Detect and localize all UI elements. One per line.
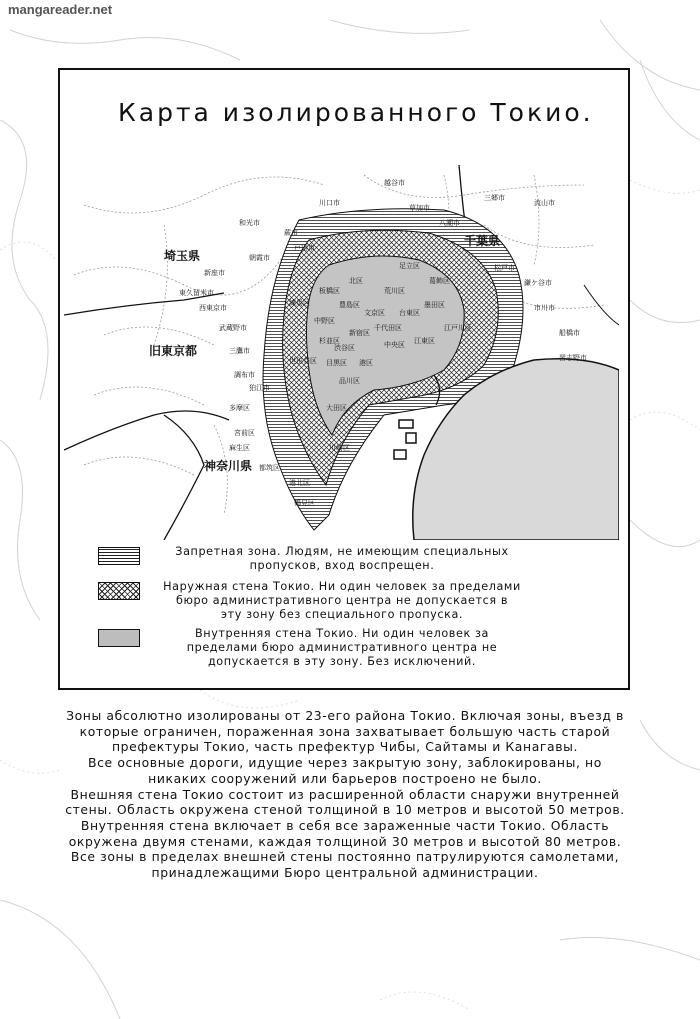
ward-label: 墨田区	[424, 301, 445, 309]
ward-label: 足立区	[399, 262, 420, 270]
description-paragraph: Все зоны в пределах внешней стены постоянно патрулируются самолетами, принадлежащими Бюро центральной администрации.	[70, 849, 620, 881]
ward-label: 北区	[349, 277, 363, 285]
ward-label: 中野区	[314, 317, 335, 325]
city-label: 三鷹市	[229, 347, 250, 355]
city-label: 越谷市	[384, 179, 405, 187]
prefecture-label: 神奈川県	[204, 459, 253, 473]
description-paragraph: Внутренняя стена включает в себя все зараженные части Токио. Область окружена двумя стенами, каждая толщиной 30 метров и высотой 80 метров.	[68, 817, 622, 849]
ward-label: 葛飾区	[429, 277, 450, 285]
city-label: 都筑区	[259, 464, 280, 472]
ward-label: 新宿区	[349, 329, 370, 337]
city-label: 川口市	[319, 199, 340, 207]
city-label: 宮前区	[234, 429, 255, 437]
city-label: 港北区	[289, 479, 310, 487]
description-paragraph: Зоны абсолютно изолированы от 23-его района Токио. Включая зоны, въезд в которые ограничен, пораженная зона захватывает большую часть старой префектуры Токио, часть префектур Чибы, Сайтамы и Канагавы.	[66, 708, 624, 755]
ward-label: 港区	[359, 359, 373, 367]
description-block	[60, 708, 630, 881]
city-label: 市川市	[534, 304, 555, 312]
ward-label: 世田谷区	[289, 357, 317, 365]
city-label: 鎌ケ谷市	[524, 279, 552, 287]
legend-text: Наружная стена Токио. Ни один человек за пределами бюро административного центра не допускается в эту зону без специального пропуска.	[163, 580, 521, 621]
prefecture-label: 旧東京都	[149, 344, 198, 358]
city-label: 東久留米市	[179, 289, 214, 297]
ward-label: 練馬区	[289, 299, 310, 307]
city-label: 武蔵野市	[219, 324, 247, 332]
ward-label: 大田区	[326, 404, 347, 412]
ward-label: 中央区	[384, 341, 405, 349]
ward-label: 渋谷区	[334, 344, 355, 352]
city-label: 流山市	[534, 199, 555, 207]
city-label: 調布市	[234, 371, 255, 379]
tokyo-map	[64, 165, 619, 540]
ward-label: 川崎区	[329, 444, 350, 452]
page-title: Карта изолированного Токио.	[118, 98, 594, 127]
watermark-text: mangareader.net	[8, 2, 113, 17]
forbidden-zone-swatch	[98, 547, 140, 565]
city-label: 蕨市	[284, 229, 298, 237]
city-label: 朝霞市	[249, 254, 270, 262]
legend-text: Внутренняя стена Токио. Ни один человек за пределами бюро административного центра не допускается в эту зону. Без исключений.	[186, 627, 498, 668]
ward-label: 豊島区	[339, 301, 360, 309]
inner-wall-swatch	[98, 629, 140, 647]
city-label: 多摩区	[229, 404, 250, 412]
ward-label: 江戸川区	[444, 324, 472, 332]
city-label: 狛江市	[249, 384, 270, 392]
city-label: 西東京市	[199, 304, 227, 312]
city-label: 鶴見区	[294, 499, 315, 507]
ward-label: 目黒区	[326, 359, 347, 367]
city-label: 麻生区	[229, 444, 250, 452]
city-label: 戸田市	[294, 244, 315, 252]
city-label: 松戸市	[494, 264, 515, 272]
city-label: 草加市	[409, 204, 430, 212]
description-paragraph: Внешняя стена Токио состоит из расширенной области снаружи внутренней стены. Область окружена стеной толщиной в 10 метров и высотой 50 метров.	[65, 786, 625, 818]
prefecture-label: 千葉県	[464, 234, 501, 248]
city-label: 三郷市	[484, 194, 505, 202]
ward-label: 荒川区	[384, 287, 405, 295]
city-label: 新座市	[204, 269, 225, 277]
ward-label: 品川区	[339, 377, 360, 385]
legend-text: Запретная зона. Людям, не имеющим специальных пропусков, вход воспрещен.	[175, 545, 509, 572]
ward-label: 江東区	[414, 337, 435, 345]
outer-wall-swatch	[98, 582, 140, 600]
ward-label: 杉並区	[319, 337, 340, 345]
ward-label: 板橋区	[319, 287, 340, 295]
description-paragraph: Все основные дороги, идущие через закрытую зону, заблокированы, но никаких сооружений или барьеров построено не было.	[88, 755, 602, 786]
city-label: 八潮市	[439, 219, 460, 227]
city-label: 船橋市	[559, 329, 580, 337]
ward-label: 千代田区	[374, 324, 402, 332]
city-label: 和光市	[239, 219, 260, 227]
ward-label: 台東区	[399, 309, 420, 317]
prefecture-label: 埼玉県	[164, 249, 201, 263]
city-label: 習志野市	[559, 354, 587, 362]
ward-label: 文京区	[364, 309, 385, 317]
